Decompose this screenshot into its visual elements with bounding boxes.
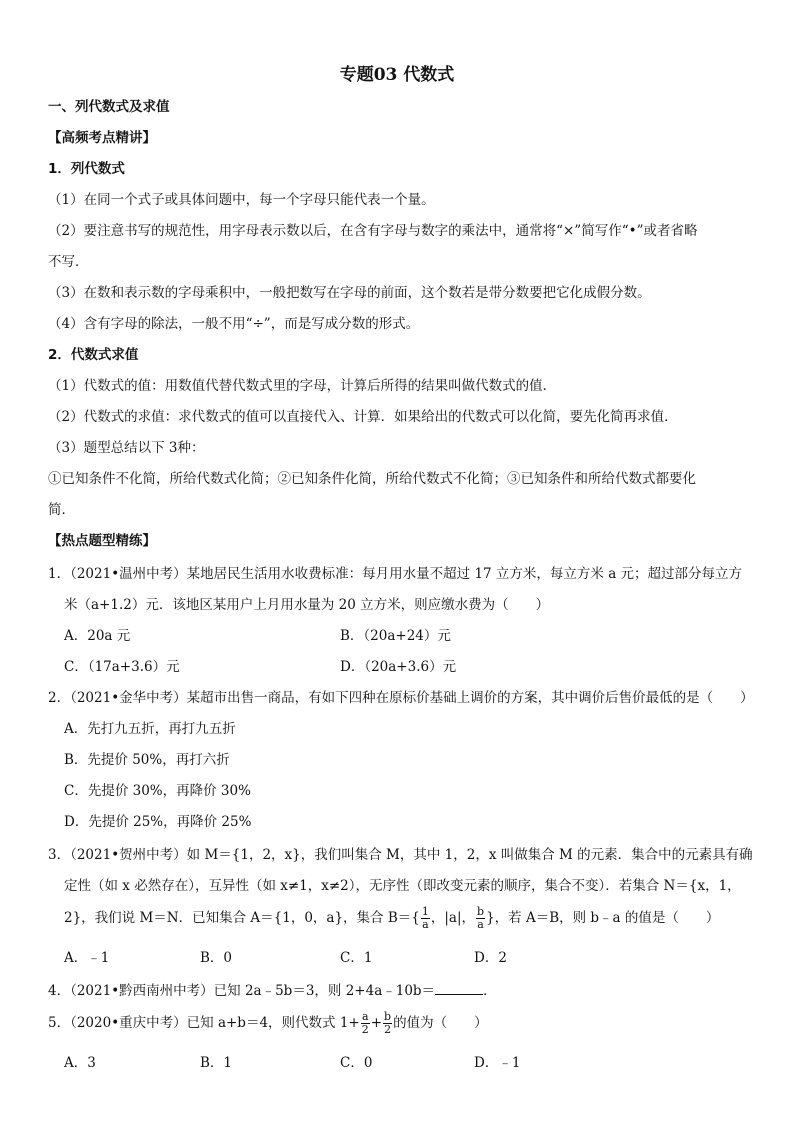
q1-stem: 米（a+1.2）元．该地区某用户上月用水量为 20 立方米，则应缴水费为（ ） xyxy=(64,597,550,613)
fraction-numerator: b xyxy=(477,905,485,918)
q2-option-d: D．先提价 25%，再降价 25% xyxy=(64,814,252,830)
kp2-item: ①已知条件不化简，所给代数式化简；②已知条件化简，所给代数式不化简；③已知条件和所给代数式都要化 xyxy=(48,471,696,487)
q5-option-b: B．1 xyxy=(200,1055,233,1071)
q1-option-a: A．20a 元 xyxy=(64,628,131,644)
fraction-numerator: 1 xyxy=(421,905,429,918)
q3-stem-text: 2}，我们说 M＝N．已知集合 A＝{1，0，a}，集合 B＝{ xyxy=(64,910,420,926)
section-heading: 一、列代数式及求值 xyxy=(48,99,170,115)
page-title: 专题03 代数式 xyxy=(339,65,455,85)
q3-option-c: C．1 xyxy=(340,950,373,966)
q5-option-d: D．﹣1 xyxy=(474,1055,521,1071)
q2-option-a: A．先打九五折，再打九五折 xyxy=(64,721,236,737)
fraction-denominator: a xyxy=(422,918,429,931)
q2-stem: 2．（2021•金华中考）某超市出售一商品，有如下四种在原标价基础上调价的方案，其中调价后售价最低的是（ ） xyxy=(48,690,754,706)
q3-stem xyxy=(64,905,719,931)
fraction xyxy=(421,906,430,931)
kp1-item: 不写． xyxy=(48,254,89,270)
kp1-item: （4）含有字母的除法，一般不用“÷”，而是写成分数的形式。 xyxy=(48,316,420,332)
q5-stem-text: 的值为（ ） xyxy=(393,1015,488,1031)
plus-sign: + xyxy=(370,1015,383,1031)
fraction xyxy=(476,906,485,931)
kp1-heading: 1．列代数式 xyxy=(48,161,125,177)
kp1-item: （3）在数和表示数的字母乘积中，一般把数写在字母的前面，这个数若是带分数要把它化成假分数。 xyxy=(48,285,651,301)
q1-option-d: D．（20a+3.6）元 xyxy=(340,659,457,675)
q2-option-b: B．先提价 50%，再打六折 xyxy=(64,752,230,768)
fraction-numerator: a xyxy=(361,1010,369,1023)
q4-stem-text: 4．（2021•黔西南州中考）已知 2a﹣5b＝3，则 2+4a﹣10b＝ xyxy=(48,983,436,999)
kp1-item: （2）要注意书写的规范性，用字母表示数以后，在含有字母与数字的乘法中，通常将“×”简写作“•”或者省略 xyxy=(48,223,698,239)
q1-option-b: B．（20a+24）元 xyxy=(340,628,451,644)
fraction xyxy=(361,1011,370,1036)
q5-option-c: C．0 xyxy=(340,1055,373,1071)
q2-option-c: C．先提价 30%，再降价 30% xyxy=(64,783,251,799)
q3-stem-text: }，若 A＝B，则 b﹣a 的值是（ ） xyxy=(486,910,720,926)
practice-header: 【热点题型精练】 xyxy=(48,533,156,549)
q5-option-a: A．3 xyxy=(64,1055,96,1071)
fraction-denominator: 2 xyxy=(361,1023,369,1036)
fraction-denominator: 2 xyxy=(384,1023,392,1036)
kp2-item: （2）代数式的求值：求代数式的值可以直接代入、计算．如果给出的代数式可以化简，要先化简再求值． xyxy=(48,409,678,425)
q4-stem xyxy=(48,982,497,1000)
q3-stem: 定性（如 x 必然存在），互异性（如 x≠1，x≠2），无序性（即改变元素的顺序，集合不变）．若集合 N＝{x，1， xyxy=(64,878,741,894)
kp2-item: （1）代数式的值：用数值代替代数式里的字母，计算后所得的结果叫做代数式的值． xyxy=(48,378,557,394)
kp2-item: 简． xyxy=(48,502,75,518)
key-points-header: 【高频考点精讲】 xyxy=(48,130,156,146)
q3-option-a: A．﹣1 xyxy=(64,950,110,966)
kp2-heading: 2．代数式求值 xyxy=(48,347,139,363)
q1-stem: 1．（2021•温州中考）某地居民生活用水收费标准：每月用水量不超过 17 立方米，每立方米 a 元；超过部分每立方 xyxy=(48,566,743,582)
q3-stem: 3．（2021•贺州中考）如 M＝{1，2，x}，我们叫集合 M，其中 1，2，x 叫做集合 M 的元素．集合中的元素具有确 xyxy=(48,847,753,863)
q3-stem-text: ，|a|， xyxy=(430,910,476,926)
q4-stem-end: ． xyxy=(483,983,497,999)
fraction-denominator: a xyxy=(477,918,484,931)
kp1-item: （1）在同一个式子或具体问题中，每一个字母只能代表一个量。 xyxy=(48,192,435,208)
answer-blank xyxy=(435,982,483,995)
q5-stem-text: 5．（2020•重庆中考）已知 a+b＝4，则代数式 1+ xyxy=(48,1015,360,1031)
q3-option-d: D．2 xyxy=(474,950,507,966)
fraction xyxy=(383,1011,392,1036)
q5-stem xyxy=(48,1010,488,1036)
kp2-item: （3）题型总结以下 3种： xyxy=(48,440,205,456)
fraction-numerator: b xyxy=(384,1010,392,1023)
q1-option-c: C．（17a+3.6）元 xyxy=(64,659,180,675)
q3-option-b: B．0 xyxy=(200,950,233,966)
